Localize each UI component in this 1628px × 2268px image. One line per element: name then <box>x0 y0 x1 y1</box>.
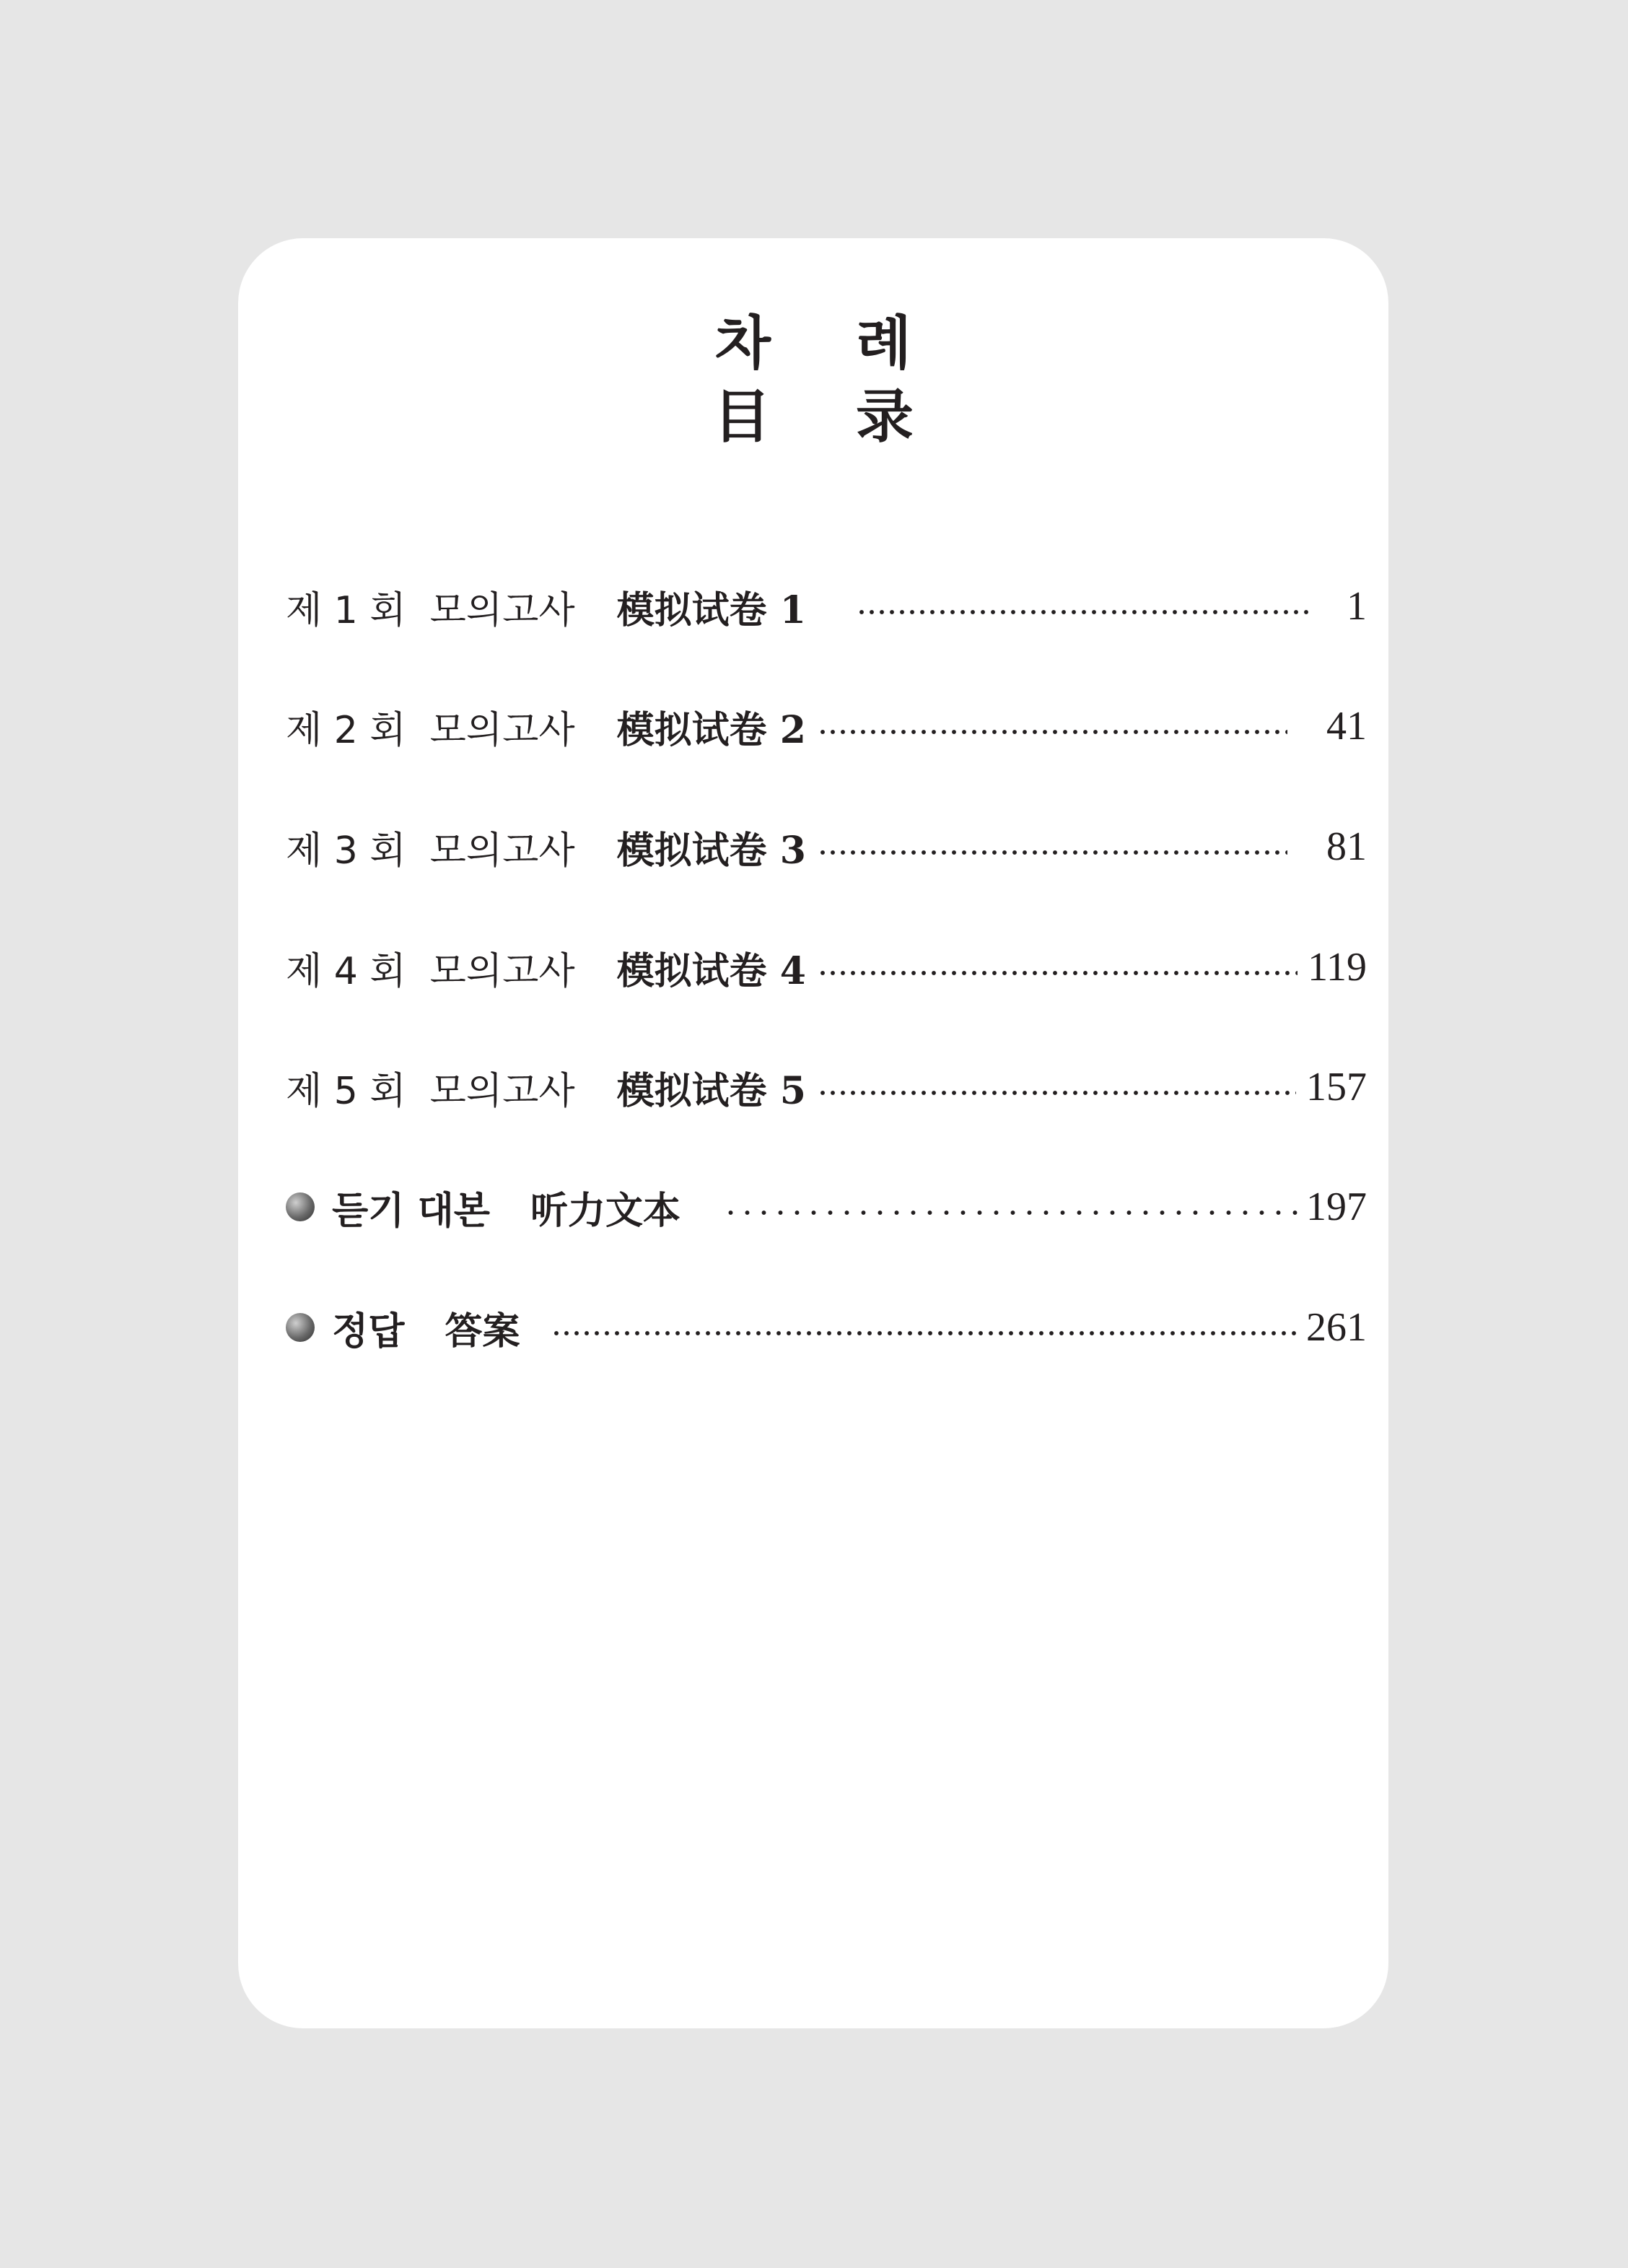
toc-entry-page-number: 41 <box>1326 704 1367 749</box>
toc-entry-page-number: 261 <box>1306 1305 1367 1350</box>
toc-page-card <box>238 238 1388 2028</box>
toc-entry-korean-label: 제 1 회 모의고사 <box>286 588 575 632</box>
toc-entry-korean-label: 제 3 회 모의고사 <box>286 829 575 873</box>
bullet-icon <box>286 1192 315 1221</box>
toc-entry-page-number: 157 <box>1306 1065 1367 1109</box>
dot-leader <box>551 1330 1296 1337</box>
toc-entry-chinese-label: 答案 <box>445 1309 520 1353</box>
toc-entry-chinese-label: 模拟试卷 1 <box>616 588 806 632</box>
bullet-icon <box>286 1313 315 1342</box>
toc-entry-korean-label: 정답 <box>332 1309 405 1353</box>
dot-leader <box>818 1089 1296 1096</box>
dot-leader <box>818 969 1297 977</box>
dot-leader <box>818 728 1287 736</box>
toc-entry-korean-label: 제 5 회 모의고사 <box>286 1069 575 1113</box>
toc-entry-page-number: 1 <box>1347 584 1367 629</box>
toc-entry-chinese-label: 模拟试卷 4 <box>616 948 806 993</box>
toc-entry-chinese-label: 模拟试卷 5 <box>616 1068 806 1113</box>
toc-entry-page-number: 81 <box>1326 824 1367 869</box>
toc-entry-korean-label: 듣기 대본 <box>332 1189 491 1233</box>
toc-entry-test-4[interactable] <box>286 938 1367 996</box>
toc-entry-test-1[interactable] <box>286 577 1367 635</box>
toc-entry-korean-label: 제 4 회 모의고사 <box>286 949 575 993</box>
toc-entry-korean-label: 제 2 회 모의고사 <box>286 708 575 752</box>
dot-leader <box>818 849 1287 856</box>
toc-entry-page-number: 197 <box>1306 1185 1367 1229</box>
toc-entry-chinese-label: 模拟试卷 2 <box>616 707 806 752</box>
toc-entry-chinese-label: 听力文本 <box>530 1189 681 1233</box>
toc-entry-answers[interactable] <box>286 1299 1367 1356</box>
title-chinese: 目 录 <box>713 383 914 450</box>
dot-leader <box>722 1209 1303 1216</box>
toc-entry-page-number: 119 <box>1308 945 1367 990</box>
toc-entry-chinese-label: 模拟试卷 3 <box>616 828 806 873</box>
toc-entry-test-2[interactable] <box>286 697 1367 755</box>
dot-leader <box>857 609 1309 616</box>
toc-entry-test-3[interactable] <box>286 818 1367 876</box>
toc-entry-listening-script[interactable] <box>286 1178 1367 1236</box>
toc-entry-test-5[interactable] <box>286 1058 1367 1116</box>
title-korean: 차 례 <box>714 310 912 377</box>
